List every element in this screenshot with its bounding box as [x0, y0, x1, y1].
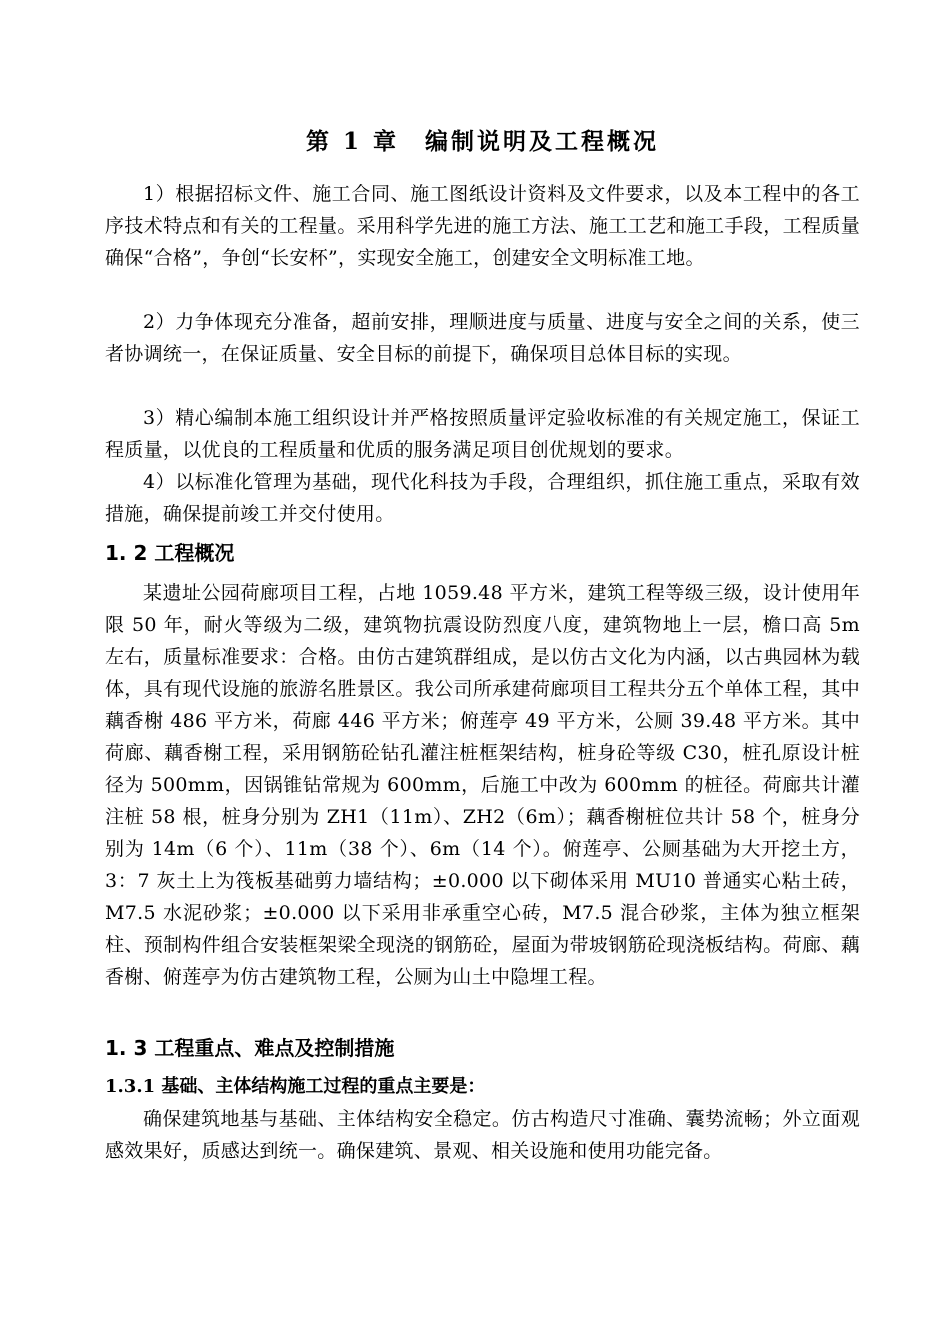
key-points-paragraph: 确保建筑地基与基础、主体结构安全稳定。仿古构造尺寸准确、囊势流畅；外立面观感效果好，质感达到统一。确保建筑、景观、相关设施和使用功能完备。 [105, 1108, 860, 1162]
chapter-title [105, 124, 860, 160]
intro-paragraph-1: 1）根据招标文件、施工合同、施工图纸设计资料及文件要求，以及本工程中的各工序技术特点和有关的工程量。采用科学先进的施工方法、施工工艺和施工手段，工程质量确保“合格”，争创“长安杯”，实现安全施工，创建安全文明标准工地。 [105, 183, 860, 269]
intro-paragraph-4: 4）以标准化管理为基础，现代化科技为手段，合理组织，抓住施工重点，采取有效措施，确保提前竣工并交付使用。 [105, 471, 860, 525]
chapter-number: 第 1 章 [305, 128, 400, 155]
section-heading-1-2: 1. 2 工程概况 [105, 541, 235, 565]
intro-paragraph-2: 2）力争体现充分准备，超前安排，理顺进度与质量、进度与安全之间的关系，使三者协调统一，在保证质量、安全目标的前提下，确保项目总体目标的实现。 [105, 311, 860, 365]
section-heading-1-3: 1. 3 工程重点、难点及控制措施 [105, 1036, 395, 1060]
project-overview-paragraph: 某遗址公园荷廊项目工程，占地 1059.48 平方米，建筑工程等级三级，设计使用年限 50 年，耐火等级为二级，建筑物抗震设防烈度八度，建筑物地上一层，檐口高 5m 左右，质量标准要求：合格。由仿古建筑群组成，是以仿古文化为内涵，以古典园林为载体，具有现代设施的旅游名胜景区。我公司所承建荷廊项目工程共分五个单体工程，其中藕香榭 486 平方米，荷廊 446 平方米；俯莲亭 49 平方米，公厕 39.48 平方米。其中荷廊、藕香榭工程，采用钢筋砼钻孔灌注桩框架结构，桩身砼等级 C30，桩孔原设计桩径为 500mm，因锅锥钻常规为 600mm，后施工中改为 600mm 的桩径。荷廊共计灌注桩 58 根，桩身分别为 ZH1（11m）、ZH2（6m）；藕香榭桩位共计 58 个，桩身分别为 14m（6 个）、11m（38 个）、6m（14 个）。俯莲亭、公厕基础为大开挖土方，3：7 灰土上为筏板基础剪力墙结构；±0.000 以下砌体采用 MU10 普通实心粘土砖，M7.5 水泥砂浆；±0.000 以下采用非承重空心砖，M7.5 混合砂浆，主体为独立框架柱、预制构件组合安装框架梁全现浇的钢筋砼，屋面为带坡钢筋砼现浇板结构。荷廊、藕香榭、俯莲亭为仿古建筑物工程，公厕为山土中隐埋工程。 [105, 582, 860, 988]
chapter-name: 编制说明及工程概况 [425, 128, 660, 155]
intro-paragraph-3: 3）精心编制本施工组织设计并严格按照质量评定验收标准的有关规定施工，保证工程质量，以优良的工程质量和优质的服务满足项目创优规划的要求。 [105, 407, 860, 461]
sub-heading-1-3-1: 1.3.1 基础、主体结构施工过程的重点主要是： [105, 1076, 486, 1097]
